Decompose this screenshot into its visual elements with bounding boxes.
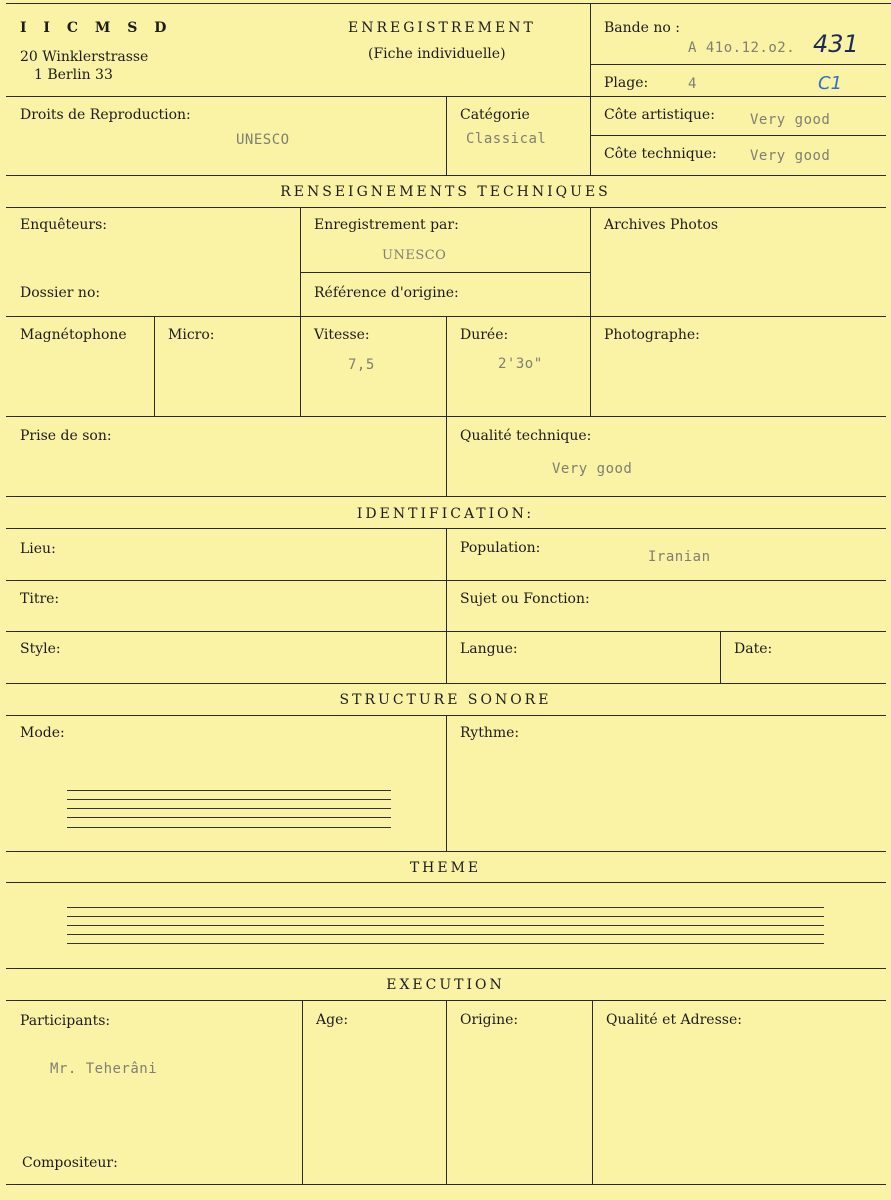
col-ident-right [446, 528, 447, 683]
col-categorie [446, 96, 447, 175]
col-age [302, 1000, 303, 1184]
date-label: Date: [734, 641, 773, 657]
bande-value: A 41o.12.o2. [688, 40, 796, 56]
col-archives [590, 207, 591, 416]
rule-bottom [6, 1184, 886, 1185]
section-heading-technique: RENSEIGNEMENTS TECHNIQUES [280, 184, 611, 200]
cote-technique-label: Côte technique: [604, 146, 717, 162]
sujet-fonction-label: Sujet ou Fonction: [460, 591, 590, 607]
section-heading-theme: THEME [409, 860, 482, 876]
categorie-label: Catégorie [460, 107, 530, 123]
enregistrement-par-value: UNESCO [382, 248, 447, 263]
section-heading-identification: IDENTIFICATION: [356, 506, 535, 522]
rule-tech-heading [6, 207, 886, 208]
cote-artistique-label: Côte artistique: [604, 107, 715, 123]
col-origine [446, 1000, 447, 1184]
mode-label: Mode: [20, 725, 65, 741]
institution-logo: I I C M S D [20, 20, 173, 36]
cote-technique-value: Very good [750, 148, 831, 164]
qualite-technique-value: Very good [552, 461, 633, 477]
categorie-value: Classical [466, 131, 547, 147]
qualite-adresse-label: Qualité et Adresse: [606, 1012, 742, 1028]
origine-label: Origine: [460, 1012, 519, 1028]
participants-label: Participants: [20, 1013, 111, 1029]
reference-origine-label: Référence d'origine: [314, 285, 459, 301]
magnetophone-label: Magnétophone [20, 327, 127, 343]
col-duree [446, 316, 447, 416]
droits-label: Droits de Reproduction: [20, 107, 191, 123]
archives-photos-label: Archives Photos [604, 217, 719, 233]
enqueteurs-label: Enquêteurs: [20, 217, 108, 233]
titre-label: Titre: [20, 591, 60, 607]
participants-value: Mr. Teherâni [50, 1061, 158, 1077]
address-line1: 20 Winklerstrasse [20, 49, 149, 65]
col-qualite-adresse [592, 1000, 593, 1184]
vitesse-label: Vitesse: [314, 327, 370, 343]
section-heading-structure: STRUCTURE SONORE [339, 692, 552, 708]
micro-label: Micro: [168, 327, 215, 343]
prise-de-son-label: Prise de son: [20, 428, 112, 444]
qualite-technique-label: Qualité technique: [460, 428, 592, 444]
col-micro [154, 316, 155, 416]
duree-value: 2'3o" [498, 356, 543, 372]
rule-mode-bottom [6, 851, 886, 852]
population-label: Population: [460, 540, 541, 556]
compositeur-label: Compositeur: [22, 1155, 118, 1171]
top-border [6, 3, 891, 4]
style-label: Style: [20, 641, 61, 657]
rule-cote [590, 135, 886, 136]
col-enreg [300, 207, 301, 416]
col-date [720, 631, 721, 683]
plage-handwritten: C1 [818, 73, 843, 94]
form-title: ENREGISTREMENT [348, 20, 536, 36]
section-heading-execution: EXECUTION [386, 977, 505, 993]
langue-label: Langue: [460, 641, 518, 657]
bande-handwritten: 431 [813, 30, 859, 58]
rule-rights-bottom [6, 175, 886, 176]
rule-enreg-ref [300, 272, 590, 273]
photographe-label: Photographe: [604, 327, 700, 343]
rule-prise-bottom [6, 496, 886, 497]
rule-theme-heading [6, 882, 886, 883]
enregistrement-par-label: Enregistrement par: [314, 217, 459, 233]
address-line2: 1 Berlin 33 [34, 67, 113, 83]
col-rythme [446, 715, 447, 851]
col-right-top [590, 3, 591, 175]
rule-style-bottom [6, 683, 886, 684]
bande-label: Bande no : [604, 20, 680, 36]
plage-value: 4 [688, 76, 697, 92]
lieu-label: Lieu: [20, 541, 56, 557]
rule-theme-bottom [6, 968, 886, 969]
duree-label: Durée: [460, 327, 509, 343]
form-subtitle: (Fiche individuelle) [368, 46, 506, 62]
droits-value: UNESCO [236, 132, 290, 148]
age-label: Age: [316, 1012, 349, 1028]
cote-artistique-value: Very good [750, 112, 831, 128]
plage-label: Plage: [604, 75, 649, 91]
dossier-label: Dossier no: [20, 285, 101, 301]
population-value: Iranian [648, 549, 711, 565]
rythme-label: Rythme: [460, 725, 520, 741]
col-qualite [446, 416, 447, 496]
rule-bande-plage [590, 64, 886, 65]
vitesse-value: 7,5 [348, 357, 375, 373]
